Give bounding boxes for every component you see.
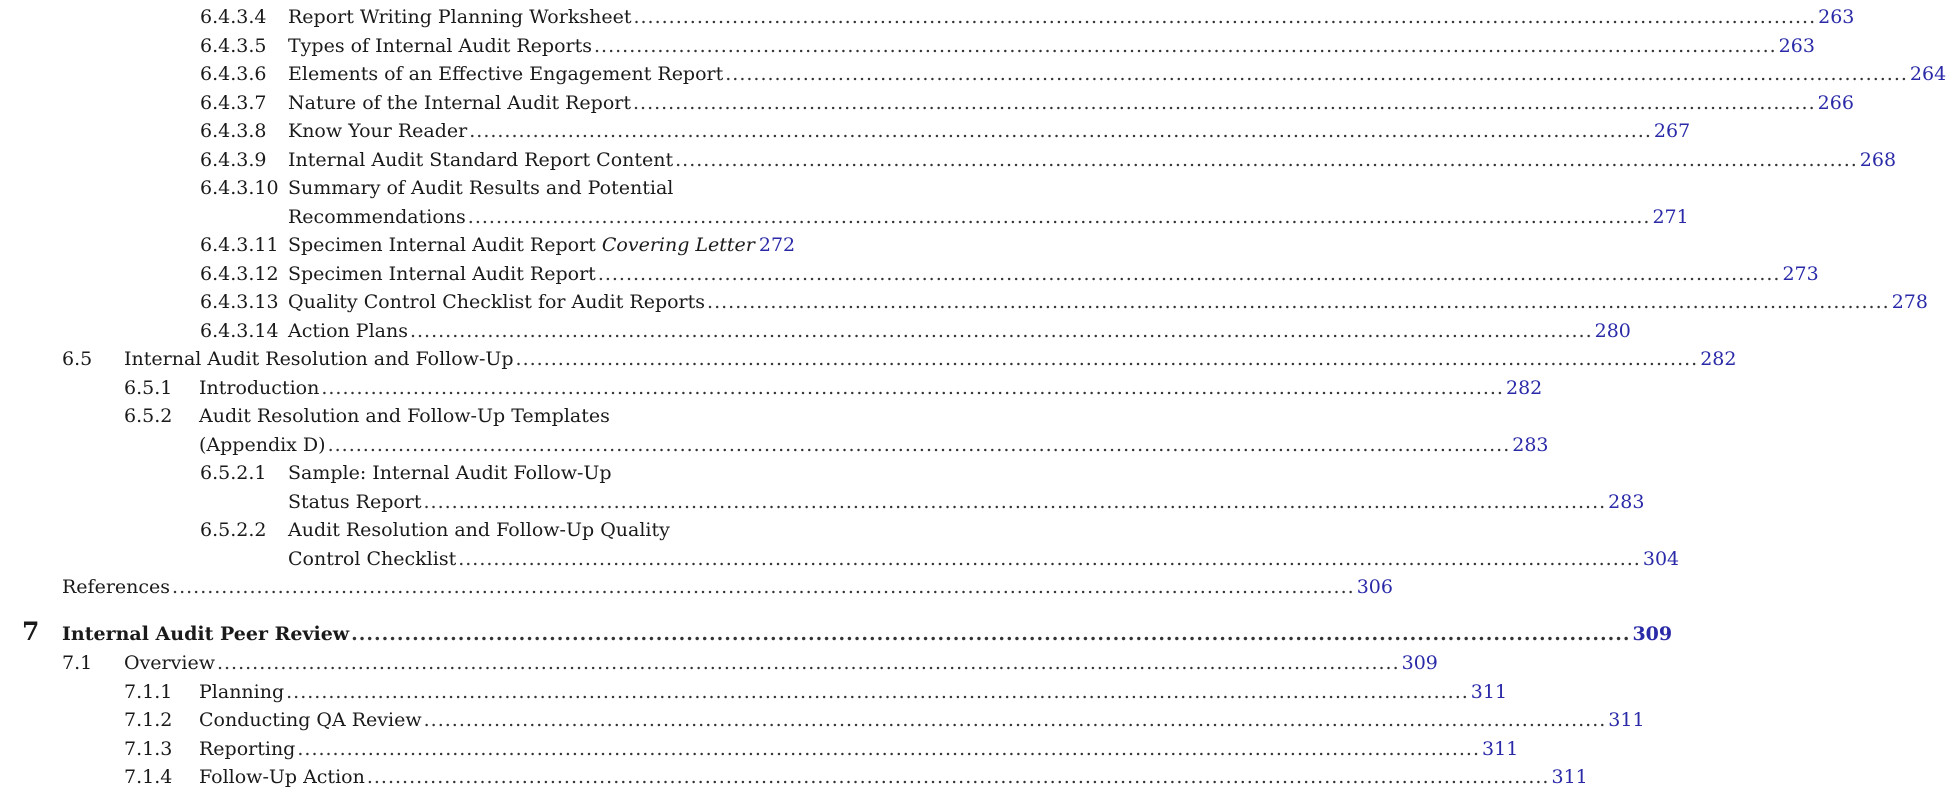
toc-entry-title-line (288, 146, 1897, 174)
toc-entry-number: 7.1.2 (124, 709, 173, 731)
toc-entry-title-italic: Covering Letter (601, 234, 755, 256)
toc-entry-title: Types of Internal Audit Reports (288, 35, 592, 57)
toc-entry-page[interactable]: 306 (1356, 576, 1393, 598)
toc-entry-page[interactable]: 283 (1608, 491, 1645, 513)
toc-entry[interactable] (200, 459, 775, 487)
toc-entry-number: 6.4.3.13 (200, 291, 279, 313)
dot-leader (424, 706, 1607, 734)
dot-leader (725, 60, 1908, 88)
toc-entry-title: Specimen Internal Audit Report (288, 263, 596, 285)
toc-entry-title-line (288, 60, 1946, 88)
toc-entry-number: 6.5.2.1 (200, 462, 267, 484)
toc-entry-title: Status Report (288, 491, 422, 513)
toc-entry-title: Know Your Reader (288, 120, 468, 142)
toc-entry[interactable] (200, 60, 1946, 88)
toc-entry-title: Introduction (199, 377, 320, 399)
toc-entry-page[interactable]: 283 (1512, 434, 1549, 456)
dot-leader (410, 317, 1593, 345)
dot-leader (598, 260, 1781, 288)
toc-entry-page[interactable]: 268 (1859, 149, 1897, 171)
toc-entry[interactable] (200, 516, 775, 544)
toc-entry-continuation[interactable] (124, 431, 1549, 459)
toc-entry-title: Planning (199, 681, 285, 703)
toc-entry[interactable] (124, 402, 775, 430)
toc-entry-title: References (62, 576, 171, 598)
toc-entry-title: (Appendix D) (199, 434, 326, 456)
toc-entry-title-line (288, 288, 1928, 316)
toc-entry-title: Action Plans (288, 320, 408, 342)
toc-entry-page[interactable]: 282 (1700, 348, 1737, 370)
toc-entry-title: Follow-Up Action (199, 766, 365, 788)
toc-entry-page[interactable]: 264 (1909, 63, 1946, 85)
toc-entry[interactable] (124, 763, 1588, 791)
dot-leader (172, 573, 1355, 601)
toc-entry-title-line (199, 706, 1645, 734)
toc-entry-title-line (288, 545, 1680, 573)
toc-entry-title-first-line: Sample: Internal Audit Follow-Up (288, 462, 612, 484)
toc-entry-number: 6.4.3.8 (200, 120, 267, 142)
toc-entry-title-first-line: Audit Resolution and Follow-Up Quality (288, 519, 670, 541)
toc-entry-title-main: Specimen Internal Audit Report (288, 234, 596, 256)
toc-entry-number: 7.1 (62, 652, 93, 674)
toc-entry-page[interactable]: 263 (1778, 35, 1815, 57)
dot-leader (321, 374, 1504, 402)
toc-entry-number: 6.5.1 (124, 377, 173, 399)
dot-leader (328, 431, 1511, 459)
toc-entry-continuation[interactable] (200, 203, 1689, 231)
toc-entry-page[interactable]: 263 (1818, 6, 1855, 28)
toc-entry[interactable] (124, 706, 1645, 734)
toc-entry-title-first-line: Audit Resolution and Follow-Up Templates (199, 405, 610, 427)
toc-entry[interactable] (124, 374, 1543, 402)
toc-entry-number: 6.4.3.10 (200, 177, 279, 199)
toc-entry-page[interactable]: 311 (1470, 681, 1508, 703)
toc-entry-title-line (288, 32, 1815, 60)
toc-entry-title-line (288, 488, 1645, 516)
toc-entry-title: Internal Audit Standard Report Content (288, 149, 674, 171)
toc-entry-number: 6.4.3.12 (200, 263, 279, 285)
toc-entry-title: Quality Control Checklist for Audit Reports (288, 291, 706, 313)
toc-entry[interactable] (200, 231, 796, 259)
toc-entry-page[interactable]: 282 (1505, 377, 1543, 399)
toc-entry[interactable] (200, 89, 1854, 117)
toc-entry[interactable] (200, 32, 1815, 60)
toc-entry-title-line (199, 763, 1588, 791)
toc-entry-page[interactable]: 278 (1891, 291, 1928, 313)
toc-chapter-entry[interactable] (22, 617, 1673, 648)
dot-leader (458, 545, 1641, 573)
toc-entry-title-line (124, 649, 1438, 677)
toc-entry-number: 6.4.3.7 (200, 92, 267, 114)
dot-leader (469, 117, 1652, 145)
toc-entry-title-first-line: Summary of Audit Results and Potential (288, 177, 674, 199)
toc-entry-title-line (288, 260, 1819, 288)
toc-entry[interactable] (200, 288, 1928, 316)
toc-entry-number: 6.5.2.2 (200, 519, 267, 541)
toc-entry-number: 6.4.3.5 (200, 35, 267, 57)
toc-entry-page[interactable]: 309 (1632, 623, 1673, 645)
toc-entry-number: 6.4.3.9 (200, 149, 267, 171)
toc-entry-title-line (288, 317, 1631, 345)
toc-entry[interactable] (200, 317, 1631, 345)
toc-entry[interactable] (124, 678, 1508, 706)
toc-entry-title-line (199, 431, 1549, 459)
toc-entry-title-line (199, 374, 1543, 402)
toc-entry-continuation[interactable] (200, 488, 1645, 516)
toc-entry-title-line (62, 573, 1393, 601)
toc-entry[interactable] (62, 345, 1737, 373)
toc-entry-page[interactable]: 273 (1782, 263, 1819, 285)
dot-leader (351, 620, 1630, 648)
toc-entry-number: 7.1.4 (124, 766, 173, 788)
toc-entry-number: 6.5.2 (124, 405, 173, 427)
toc-entry-number: 7.1.3 (124, 738, 173, 760)
toc-entry[interactable] (200, 117, 1691, 145)
toc-entry-title: Internal Audit Resolution and Follow-Up (124, 348, 514, 370)
toc-entry-title: Elements of an Effective Engagement Report (288, 63, 724, 85)
toc-chapter-number: 7 (22, 617, 40, 646)
toc-entry[interactable] (200, 3, 1855, 31)
toc-entry-page[interactable]: 267 (1653, 120, 1691, 142)
dot-leader (594, 32, 1777, 60)
toc-entry[interactable] (62, 649, 1438, 677)
toc-entry-title-line (62, 620, 1673, 648)
dot-leader (707, 288, 1890, 316)
toc-entry-number: 6.4.3.11 (200, 234, 279, 256)
toc-entry-title (288, 231, 755, 259)
dot-leader (217, 649, 1400, 677)
dot-leader (633, 89, 1816, 117)
dot-leader (633, 3, 1816, 31)
toc-entry-number: 6.5 (62, 348, 93, 370)
toc-entry-page[interactable]: 311 (1551, 766, 1588, 788)
toc-entry-continuation[interactable] (200, 545, 1680, 573)
toc-entry-title: Conducting QA Review (199, 709, 422, 731)
toc-entry-page[interactable]: 304 (1642, 548, 1680, 570)
toc-entry-page[interactable]: 309 (1401, 652, 1438, 674)
dot-leader (468, 203, 1651, 231)
toc-entry[interactable] (62, 573, 1393, 601)
toc-entry-page[interactable]: 311 (1482, 738, 1519, 760)
toc-entry-title: Nature of the Internal Audit Report (288, 92, 631, 114)
toc-entry-title-line (199, 678, 1508, 706)
toc-entry[interactable] (200, 146, 1897, 174)
toc-entry-title: Overview (124, 652, 215, 674)
toc-entry-page[interactable]: 280 (1594, 320, 1631, 342)
toc-entry-title-line (124, 345, 1737, 373)
toc-entry-title: Report Writing Planning Worksheet (288, 6, 632, 28)
toc-entry-title-line (288, 3, 1855, 31)
toc-entry-page[interactable]: 311 (1608, 709, 1645, 731)
toc-entry-number: 7.1.1 (124, 681, 173, 703)
toc-entry-page[interactable]: 266 (1817, 92, 1854, 114)
toc-entry-page[interactable]: 272 (758, 234, 796, 256)
dot-leader (516, 345, 1699, 373)
dot-leader (675, 146, 1858, 174)
dot-leader (297, 735, 1480, 763)
dot-leader (367, 763, 1550, 791)
toc-entry-number: 6.4.3.4 (200, 6, 267, 28)
toc-chapter-title: Internal Audit Peer Review (62, 623, 350, 645)
toc-entry-title-line (288, 89, 1854, 117)
toc-entry-title: Recommendations (288, 206, 466, 228)
toc-entry[interactable] (124, 735, 1519, 763)
toc-entry[interactable] (200, 174, 775, 202)
dot-leader (424, 488, 1607, 516)
toc-entry-number: 6.4.3.6 (200, 63, 267, 85)
toc-entry-title: Control Checklist (288, 548, 457, 570)
dot-leader (286, 678, 1469, 706)
toc-entry-page[interactable]: 271 (1652, 206, 1689, 228)
toc-entry-title-line (288, 231, 796, 259)
toc-entry-title-line (288, 117, 1691, 145)
toc-entry-title: Reporting (199, 738, 296, 760)
toc-entry[interactable] (200, 260, 1819, 288)
toc-entry-number: 6.4.3.14 (200, 320, 279, 342)
toc-entry-title-line (199, 735, 1519, 763)
toc-entry-title-line (288, 203, 1689, 231)
